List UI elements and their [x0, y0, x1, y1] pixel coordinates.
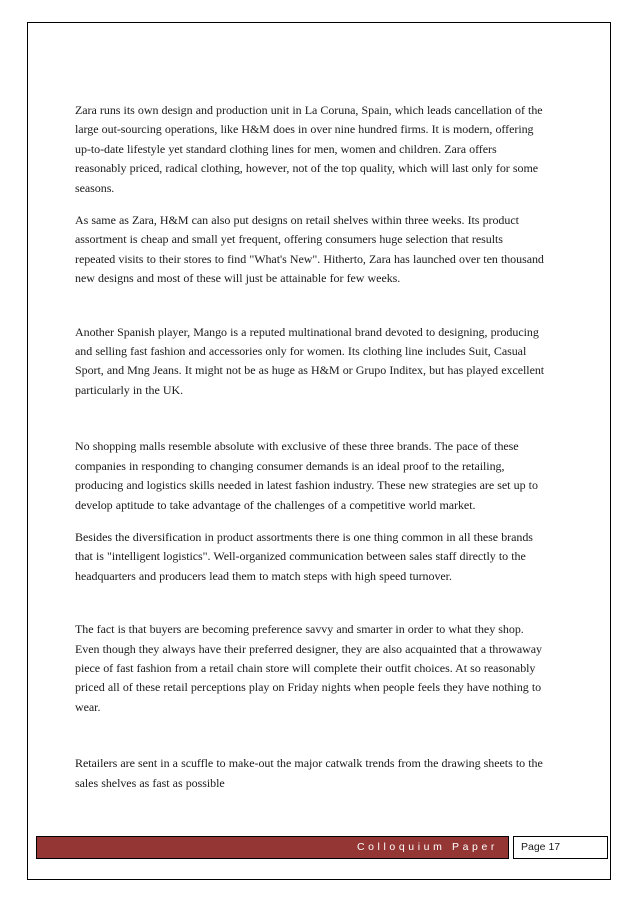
paragraph-retailers: Retailers are sent in a scuffle to make-out the major catwalk trends from the drawing sheets to the sales shelves as fast as possible — [75, 756, 543, 790]
footer-page-box — [513, 836, 608, 859]
paragraph-zara: Zara runs its own design and production unit in La Coruna, Spain, which leads cancellation of the large out-sourcing operations, like H&M does in over nine hundred firms. It is modern, offering up-to-date lifestyle yet standard clothing lines for men, women and children. Zara offers reasonably priced, radical clothing, however, not of the top quality, which will last only for some seasons. — [75, 103, 543, 195]
paragraph-mango: Another Spanish player, Mango is a reputed multinational brand devoted to designing, producing and selling fast fashion and accessories only for women. Its clothing line includes Suit, Casual Sport, and Mng Jeans. It might not be as huge as H&M or Grupo Inditex, but has played excellent particularly in the UK. — [75, 324, 545, 397]
paragraph-hm: As same as Zara, H&M can also put designs on retail shelves within three weeks. Its product assortment is cheap and small yet frequent, offering consumers huge selection that results repeated visits to their stores to find "What's New". Hitherto, Zara has launched over ten thousand new designs and most of these will just be attainable for few weeks. — [75, 213, 544, 286]
page-footer — [36, 836, 624, 859]
paragraph-malls: No shopping malls resemble absolute with exclusive of these three brands. The pace of these companies in responding to changing consumer demands is an ideal proof to the retailing, producing and logistics skills needed in latest fashion industry. These new strategies are set up to develop aptitude to take advantage of the challenges of a competitive world market. — [75, 439, 538, 512]
footer-bar — [36, 836, 509, 859]
footer-label: Colloquium Paper — [356, 841, 498, 853]
paragraph-buyers: The fact is that buyers are becoming preference savvy and smarter in order to what they shop. Even though they always have their preferred designer, they are also acquainted that a throwaway piece of fast fashion from a retail chain store will complete their outfit choices. At so reasonably priced all of these retail perceptions play on Friday nights when people feels they have nothing to wear. — [75, 622, 542, 714]
page-number: Page 17 — [521, 841, 561, 853]
document-body — [75, 101, 545, 793]
paragraph-logistics: Besides the diversification in product assortments there is one thing common in all these brands that is "intelligent logistics". Well-organized communication between sales staff directly to the headquarters and producers lead them to match steps with high speed turnover. — [75, 529, 533, 583]
